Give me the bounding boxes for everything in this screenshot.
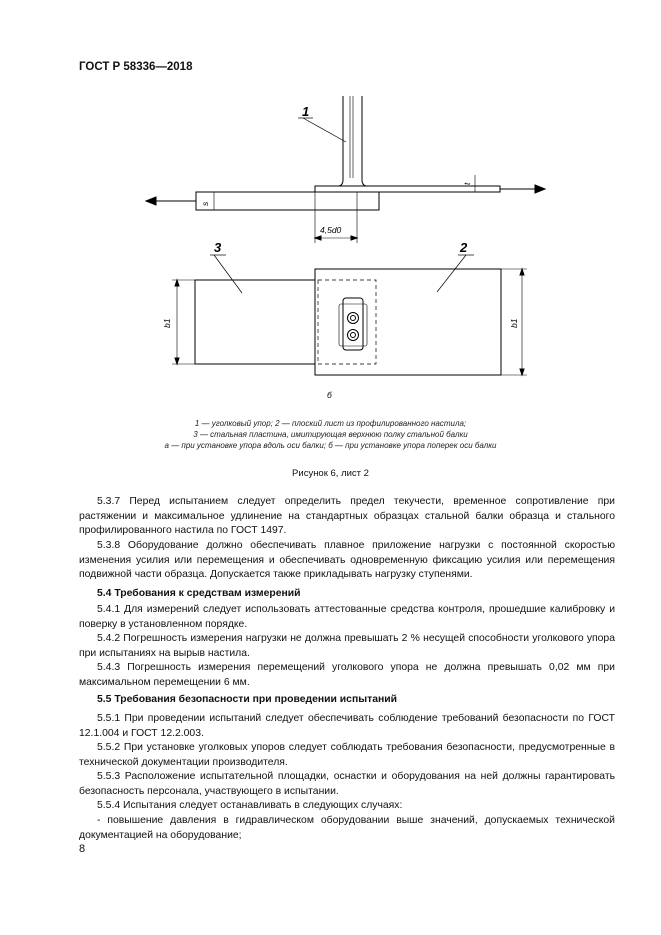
figure-caption: Рисунок 6, лист 2	[292, 468, 369, 479]
section-heading: 5.5 Требования безопасности при проведении испытаний	[97, 694, 398, 705]
paragraph: 5.3.7 Перед испытанием следует определить предел текучести, временное сопротивление при растяжении и максимальное удлинение на стандартных образцах стальной балки образца и стального профилированного настила по ГОСТ 1497.	[79, 496, 615, 537]
dim-b1-right-label: b1	[509, 318, 519, 328]
dim-right-label: t	[462, 182, 472, 185]
section-heading: 5.4 Требования к средствам измерений	[97, 588, 301, 599]
label-3: 3	[214, 240, 222, 255]
dim-b1-left-label: b1	[162, 318, 172, 328]
paragraph: 5.4.3 Погрешность измерения перемещений уголкового упора не должна превышать 0,02 мм при максимальном перемещении 6 мм.	[79, 662, 615, 688]
subfigure-label: б	[327, 390, 332, 400]
dim-left-label: s	[200, 201, 210, 206]
dim-width-label: 4,5d0	[320, 225, 342, 235]
paragraph: 5.4.1 Для измерений следует использовать аттестованные средства контроля, прошедшие калибровку и поверку в установленном порядке.	[79, 604, 615, 630]
label-2: 2	[460, 240, 468, 255]
label-1: 1	[302, 104, 310, 119]
paragraph: 5.4.2 Погрешность измерения нагрузки не должна превышать 2 % несущей способности уголкового упора при испытаниях на вырыв настила.	[79, 633, 615, 659]
legend-line-2: 3 — стальная пластина, имитирующая верхнюю полку стальной балки	[193, 430, 468, 439]
technical-drawing	[0, 0, 661, 465]
paragraph: 5.5.2 При установке уголковых упоров следует соблюдать требования безопасности, предусмотренные в технической документации производителя.	[79, 742, 615, 768]
paragraph: - повышение давления в гидравлическом оборудовании выше значений, допускаемых технической документацией на оборудование;	[79, 815, 615, 841]
paragraph: 5.3.8 Оборудование должно обеспечивать плавное приложение нагрузки с постоянной скоростью изменения усилия или перемещения и обеспечивать одновременную фиксацию усилия или перемещения подвижной части образца. Допускается также прикладывать нагрузку ступенями.	[79, 540, 615, 581]
paragraph: 5.5.1 При проведении испытаний следует обеспечивать соблюдение требований безопасности по ГОСТ 12.1.004 и ГОСТ 12.2.003.	[79, 713, 615, 739]
legend-line-3: а — при установке упора вдоль оси балки; б — при установке упора поперек оси балки	[164, 441, 497, 450]
legend-line-1: 1 — уголковый упор; 2 — плоский лист из профилированного настила;	[194, 419, 467, 428]
paragraph: 5.5.4 Испытания следует останавливать в следующих случаях:	[97, 800, 403, 811]
document-header: ГОСТ Р 58336—2018	[79, 61, 193, 73]
paragraph: 5.5.3 Расположение испытательной площадки, оснастки и оборудования на ней должны гарантировать безопасность персонала, участвующего в испытании.	[79, 771, 615, 797]
page-number: 8	[79, 843, 86, 855]
